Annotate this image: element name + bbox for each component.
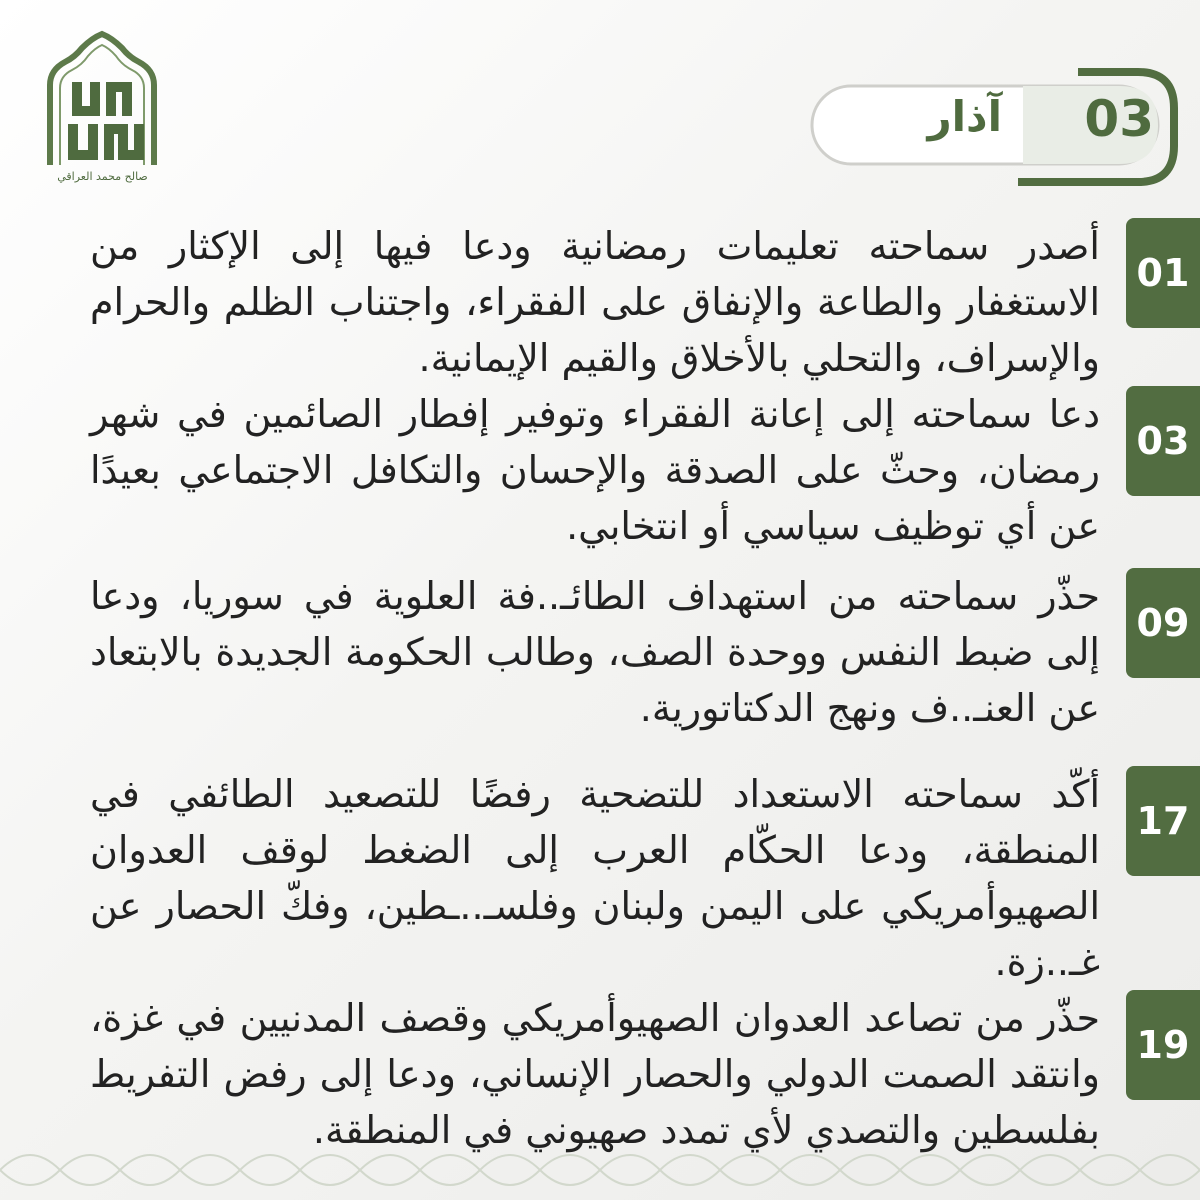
mosque-arch-calligraphy-logo [30,30,175,170]
logo [30,30,175,190]
item-text: أكّد سماحته الاستعداد للتضحية رفضًا للتصعيد الطائفي في المنطقة، ودعا الحكّام العرب إلى الضغط لوقف العدوان الصهيوأمريكي على اليمن ولبنان وفلسـ..ـطين، وفكّ الحصار عن غـ..زة. [90,772,1100,984]
item-text: حذّر سماحته من استهداف الطائـ..فة العلوية في سوريا، ودعا إلى ضبط النفس ووحدة الصف، وطالب الحكومة الجديدة بالابتعاد عن العنـ..ف ونهج الدكتاتورية. [90,574,1100,730]
day-badge: 19 [1126,990,1200,1100]
day-badge: 01 [1126,218,1200,328]
month-number: 03 [1084,90,1154,148]
decorative-pattern [0,1140,1200,1200]
day-badge: 03 [1126,386,1200,496]
day-badge: 09 [1126,568,1200,678]
item-text: حذّر من تصاعد العدوان الصهيوأمريكي وقصف المدنيين في غزة، وانتقد الصمت الدولي والحصار الإنساني، ودعا إلى رفض التفريط بفلسطين والتصدي لأي تمدد صهيوني في المنطقة. [90,996,1100,1152]
month-title: آذار [927,92,1002,141]
day-badge: 17 [1126,766,1200,876]
item-text: دعا سماحته إلى إعانة الفقراء وتوفير إفطار الصائمين في شهر رمضان، وحثّ على الصدقة والإحسان والتكافل الاجتماعي بعيدًا عن أي توظيف سياسي أو انتخابي. [90,392,1100,548]
date-header [808,68,1180,186]
item-text: أصدر سماحته تعليمات رمضانية ودعا فيها إلى الإكثار من الاستغفار والطاعة والإنفاق على الفقراء، واجتناب الظلم والحرام والإسراف، والتحلي بالأخلاق والقيم الإيمانية. [90,224,1100,380]
logo-caption: صالح محمد العراقي [57,170,148,183]
